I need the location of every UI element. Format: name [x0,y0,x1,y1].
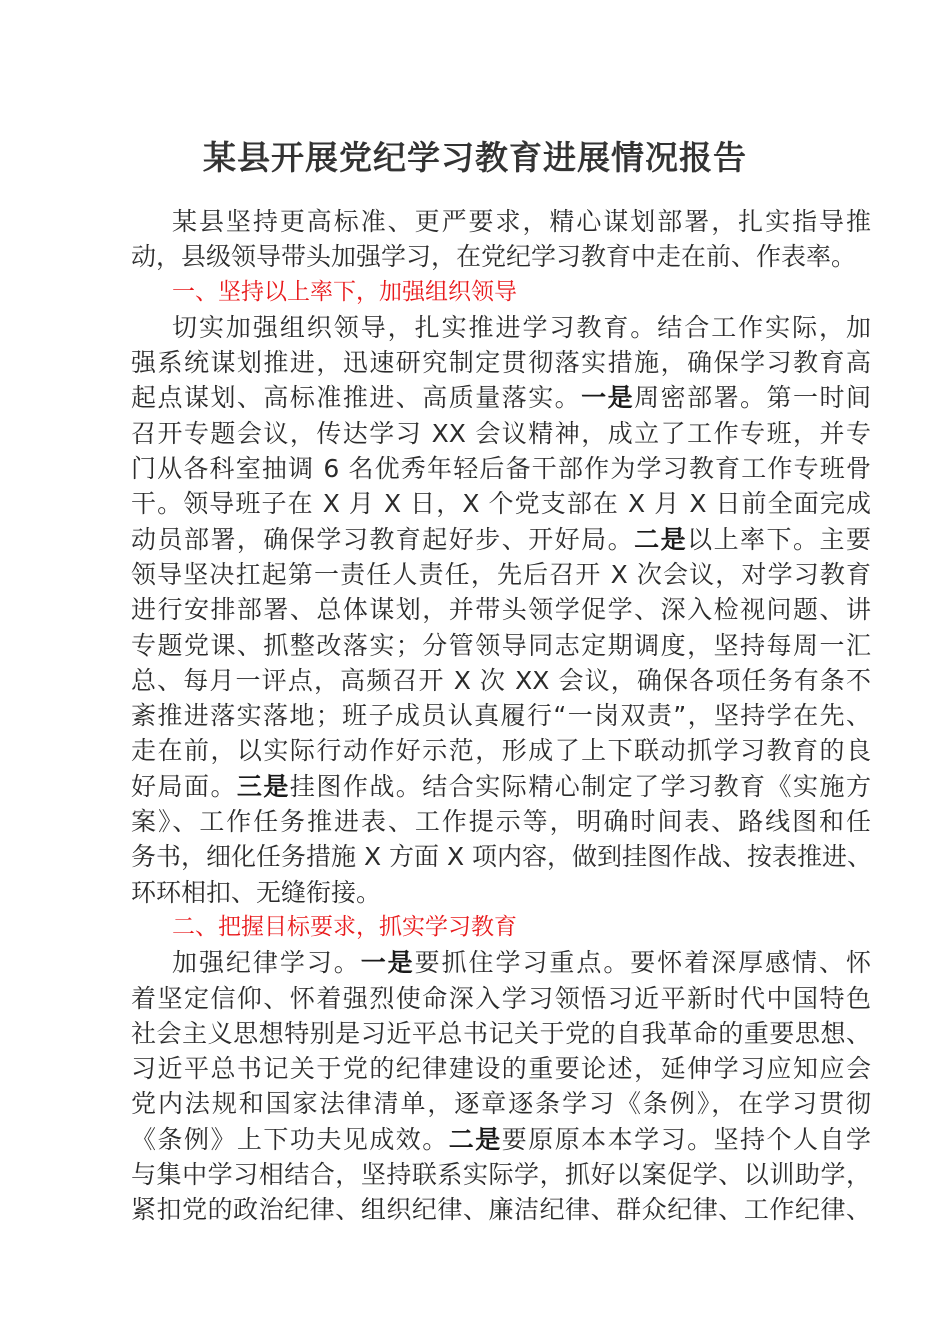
document-title: 某县开展党纪学习教育进展情况报告 [203,138,747,177]
paragraph-line: 总、每月一评点，高频召开 X 次 XX 会议，确保各项任务有条不 [131,665,871,695]
paragraph-line: 召开专题会议，传达学习 XX 会议精神，成立了工作专班，并专 [131,418,871,448]
paragraph-line: 习近平总书记关于党的纪律建设的重要论述，延伸学习应知应会 [131,1054,871,1084]
paragraph-line: 紧扣党的政治纪律、组织纪律、廉洁纪律、群众纪律、工作纪律、 [131,1195,871,1225]
paragraph-line: 动员部署，确保学习教育起好步、开好局。二是以上率下。主要 [131,524,871,554]
paragraph-line: 环环相扣、无缝衔接。 [131,877,382,907]
paragraph-line: 紊推进落实落地；班子成员认真履行“一岗双责”，坚持学在先、 [131,701,871,731]
paragraph-line: 着坚定信仰、怀着强烈使命深入学习领悟习近平新时代中国特色 [131,983,871,1013]
paragraph-line: 强系统谋划推进，迅速研究制定贯彻落实措施，确保学习教育高 [131,348,871,378]
paragraph-line: 起点谋划、高标准推进、高质量落实。一是周密部署。第一时间 [131,383,871,413]
emphasis-label: 一是 [581,383,635,413]
intro-line: 某县坚持更高标准、更严要求，精心谋划部署，扎实指导推 [172,207,871,236]
paragraph-line: 切实加强组织领导，扎实推进学习教育。结合工作实际，加 [172,312,871,342]
section-heading: 二、把握目标要求，抓实学习教育 [172,913,517,940]
paragraph-line: 专题党课、抓整改落实；分管领导同志定期调度，坚持每周一汇 [131,630,871,660]
paragraph-line: 领导坚决扛起第一责任人责任，先后召开 X 次会议，对学习教育 [131,559,871,589]
paragraph-line: 加强纪律学习。一是要抓住学习重点。要怀着深厚感情、怀 [172,948,871,978]
paragraph-line: 与集中学习相结合，坚持联系实际学，抓好以案促学、以训助学， [131,1160,871,1190]
paragraph-line: 进行安排部署、总体谋划，并带头领学促学、深入检视问题、讲 [131,595,871,625]
intro-line: 动，县级领导带头加强学习，在党纪学习教育中走在前、作表率。 [131,242,857,272]
paragraph-line: 务书，细化任务措施 X 方面 X 项内容，做到挂图作战、按表推进、 [131,842,873,872]
document-body [131,204,871,1228]
emphasis-label: 一是 [360,948,415,978]
paragraph-line: 党内法规和国家法律清单，逐章逐条学习《条例》，在学习贯彻 [131,1089,871,1119]
paragraph-line: 走在前，以实际行动作好示范，形成了上下联动抓学习教育的良 [131,736,871,766]
emphasis-label: 二是 [448,1124,502,1154]
section-heading: 一、坚持以上率下，加强组织领导 [172,278,517,305]
paragraph-line: 《条例》上下功夫见成效。二是要原原本本学习。坚持个人自学 [131,1124,871,1154]
emphasis-label: 三是 [236,771,290,801]
paragraph-line: 干。领导班子在 X 月 X 日，X 个党支部在 X 月 X 日前全面完成 [131,489,871,519]
paragraph-line: 好局面。三是挂图作战。结合实际精心制定了学习教育《实施方 [131,771,871,801]
paragraph-line: 门从各科室抽调 6 名优秀年轻后备干部作为学习教育工作专班骨 [131,454,871,484]
paragraph-line: 案》、工作任务推进表、工作提示等，明确时间表、路线图和任 [131,807,871,837]
emphasis-label: 二是 [634,524,688,554]
paragraph-line: 社会主义思想特别是习近平总书记关于党的自我革命的重要思想、 [131,1018,871,1048]
